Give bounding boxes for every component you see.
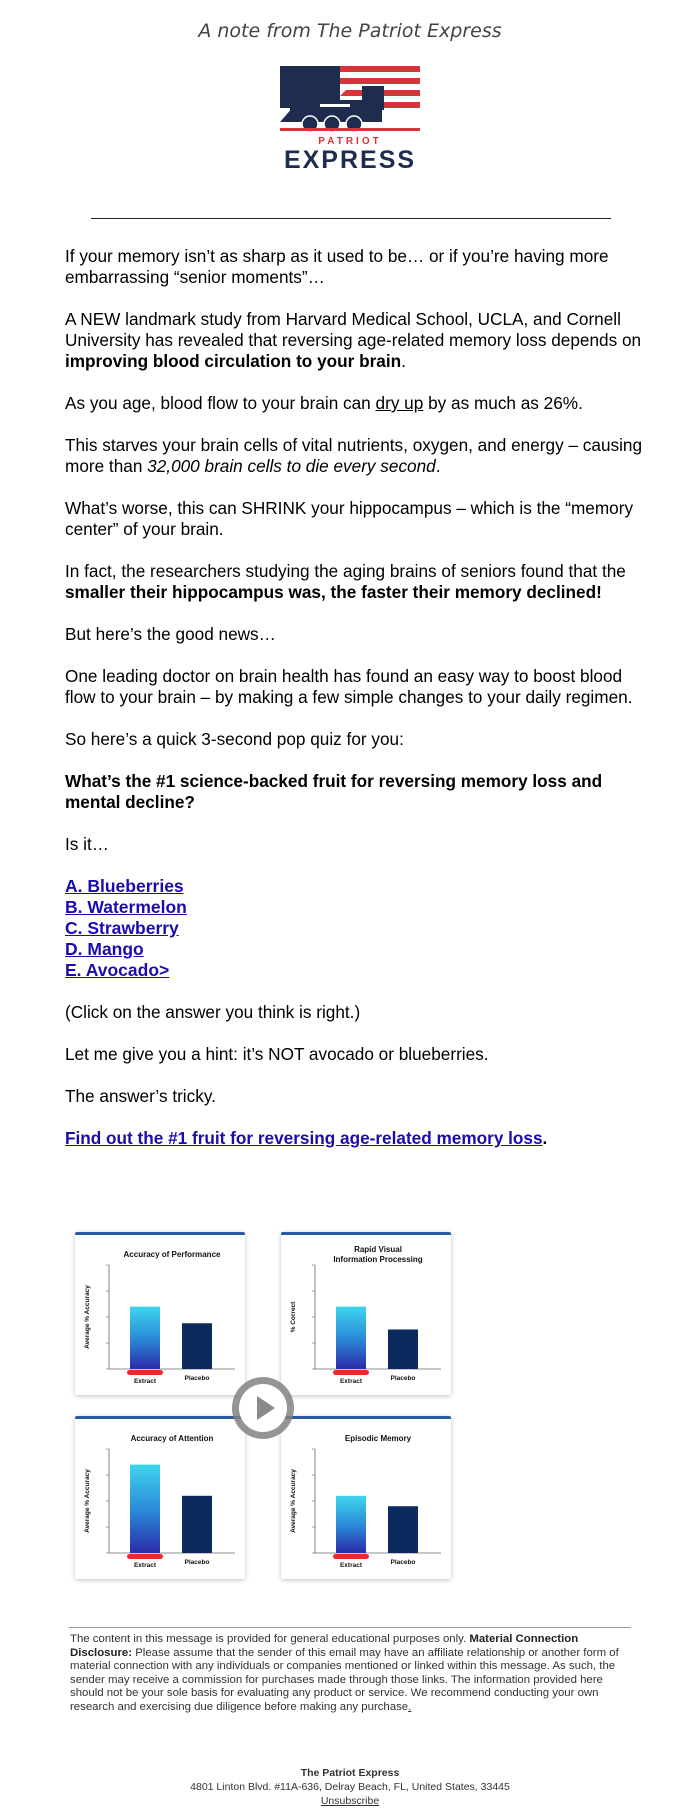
study-text: A NEW landmark study from Harvard Medical School, UCLA, and Cornell University has revealed that reversing age-related memory loss depends on [65, 309, 642, 350]
answer-link-e[interactable]: E. Avocado> [65, 960, 170, 980]
research-text: In fact, the researchers studying the aging brains of seniors found that the [65, 561, 626, 581]
chart-card-visual-processing [281, 1232, 451, 1395]
redaction-mark [333, 1554, 369, 1559]
paragraph-starves [65, 435, 645, 477]
chart-card-episodic-memory [281, 1416, 451, 1579]
chart-episodic-memory [281, 1419, 451, 1579]
chart-category-label: Extract [133, 1562, 157, 1569]
paragraph-click-note: (Click on the answer you think is right.) [65, 1002, 361, 1022]
footer-address: 4801 Linton Blvd. #11A-636, Delray Beach, FL, United States, 33445 [190, 1781, 510, 1793]
header-note: A note from The Patriot Express [198, 20, 502, 42]
disclaimer-divider [69, 1627, 631, 1628]
chart-bar-placebo [182, 1323, 212, 1369]
logo-text-patriot: PATRIOT [318, 136, 382, 147]
chart-y-axis-label: Average % Accuracy [84, 1469, 91, 1533]
paragraph-blood-flow [65, 393, 645, 414]
footer [0, 1766, 700, 1808]
blood-flow-text: As you age, blood flow to your brain can [65, 393, 376, 413]
disclaimer-end: . [408, 1700, 412, 1713]
chart-title: Episodic Memory [344, 1434, 412, 1443]
disclaimer-label: Material Connection Disclosure: [70, 1633, 579, 1659]
redaction-mark [127, 1370, 163, 1375]
quiz-question-text: What’s the #1 science-backed fruit for reversing memory loss and mental decline? [65, 771, 603, 812]
paragraph-doctor: One leading doctor on brain health has found an easy way to boost blood flow to your brain – by making a few simple changes to your daily regimen. [65, 666, 633, 707]
disclaimer-text-b: Please assume that the sender of this email may have an affiliate relationship or another form of material connection with any individuals or companies mentioned or linked within this message. As such, the sender may receive a commission for purchases made through those links. The information provided here should not be your sole basis for evaluating any product or service. We recommend conducting your own research and exercising due diligence before making any purchase [70, 1646, 619, 1713]
quiz-question [65, 771, 645, 813]
disclaimer [70, 1633, 630, 1714]
paragraph-quiz-intro: So here’s a quick 3-second pop quiz for you: [65, 729, 404, 749]
play-icon [232, 1377, 294, 1439]
paragraph-hint: Let me give you a hint: it’s NOT avocado or blueberries. [65, 1044, 489, 1064]
chart-bar-extract [336, 1496, 366, 1553]
answer-link-c[interactable]: C. Strawberry [65, 918, 179, 938]
paragraph-research [65, 561, 645, 603]
chart-category-label: Extract [339, 1378, 363, 1385]
redaction-mark [333, 1370, 369, 1375]
chart-bar-placebo [388, 1506, 418, 1553]
chart-y-axis-label: Average % Accuracy [84, 1285, 91, 1349]
chart-title: Information Processing [333, 1255, 423, 1264]
chart-category-label: Placebo [390, 1559, 416, 1566]
unsubscribe-link[interactable]: Unsubscribe [320, 1795, 380, 1807]
redaction-mark [127, 1554, 163, 1559]
chart-category-label: Placebo [390, 1375, 416, 1382]
header-divider [91, 218, 611, 219]
chart-y-axis-label: % Correct [290, 1301, 297, 1333]
starves-text: This starves your brain cells of vital nutrients, oxygen, and energy – causing more than [65, 435, 643, 476]
chart-title: Accuracy of Attention [130, 1434, 214, 1443]
paragraph-hippocampus: What’s worse, this can SHRINK your hippocampus – which is the “memory center” of your brain. [65, 498, 634, 539]
charts-video-thumbnail[interactable] [75, 1232, 451, 1580]
chart-attention [75, 1419, 245, 1579]
answer-link-b[interactable]: B. Watermelon [65, 897, 187, 917]
starves-end: . [435, 456, 441, 476]
email-body [65, 246, 645, 1170]
chart-card-attention [75, 1416, 245, 1579]
disclaimer-text-a: The content in this message is provided for general educational purposes only. [70, 1633, 470, 1645]
cta-link[interactable]: Find out the #1 fruit for reversing age-related memory loss [65, 1128, 543, 1148]
logo-text-express: EXPRESS [283, 146, 417, 172]
study-end: . [401, 351, 406, 371]
chart-bar-extract [336, 1307, 366, 1369]
starves-emphasis: 32,000 brain cells to die every second [147, 456, 436, 476]
paragraph-study [65, 309, 645, 372]
cta-paragraph [65, 1128, 645, 1149]
research-emphasis: smaller their hippocampus was, the faster their memory declined! [65, 582, 602, 602]
answer-list [65, 876, 645, 981]
chart-y-axis-label: Average % Accuracy [290, 1469, 297, 1533]
blood-flow-end: by as much as 26%. [423, 393, 583, 413]
chart-bar-placebo [388, 1329, 418, 1369]
paragraph-tricky: The answer’s tricky. [65, 1086, 216, 1106]
footer-company-name: The Patriot Express [300, 1767, 400, 1779]
patriot-express-logo[interactable] [280, 66, 420, 172]
chart-title: Accuracy of Performance [123, 1250, 221, 1259]
chart-visual-processing [281, 1235, 451, 1395]
answer-link-a[interactable]: A. Blueberries [65, 876, 184, 896]
answer-link-d[interactable]: D. Mango [65, 939, 144, 959]
paragraph-good-news: But here’s the good news… [65, 624, 276, 644]
paragraph-intro: If your memory isn’t as sharp as it used to be… or if you’re having more embarrassing “senior moments”… [65, 246, 609, 287]
chart-category-label: Placebo [184, 1559, 210, 1566]
cta-end: . [542, 1128, 548, 1148]
play-button[interactable] [232, 1377, 294, 1439]
dry-up-text: dry up [375, 393, 424, 413]
chart-bar-extract [130, 1465, 160, 1553]
chart-performance [75, 1235, 245, 1395]
chart-bar-placebo [182, 1496, 212, 1553]
chart-bar-extract [130, 1307, 160, 1369]
paragraph-is-it: Is it… [65, 834, 109, 854]
chart-title: Rapid Visual [354, 1245, 402, 1254]
chart-category-label: Placebo [184, 1375, 210, 1382]
chart-category-label: Extract [339, 1562, 363, 1569]
chart-card-performance [75, 1232, 245, 1395]
chart-category-label: Extract [133, 1378, 157, 1385]
study-emphasis: improving blood circulation to your brain [65, 351, 402, 371]
